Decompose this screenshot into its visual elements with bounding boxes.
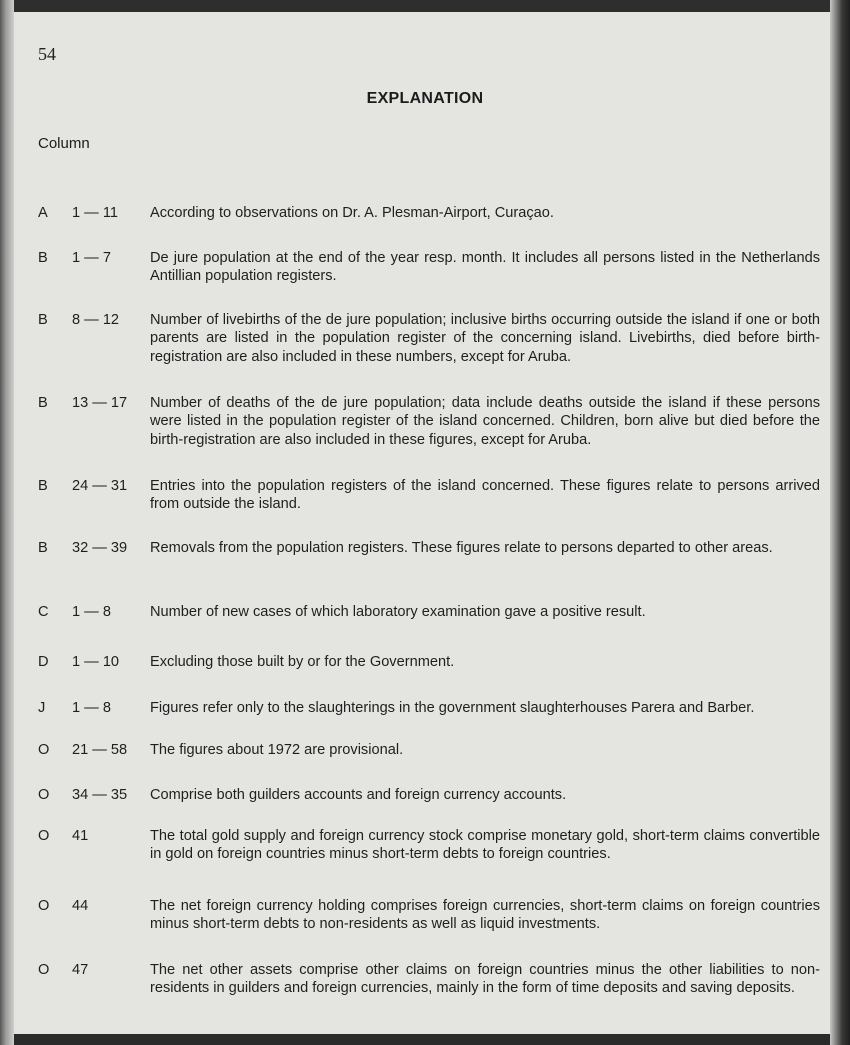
column-range: 41: [72, 828, 89, 844]
table-letter: D: [38, 654, 49, 670]
explanation-text: Number of livebirths of the de jure population; inclusive births occurring outside the island if one or both parents are listed in the population register of the concerning island. Livebirths, died before birth-registration are also included in these numbers, except for Aruba.: [150, 312, 820, 365]
explanation-entry: [38, 827, 820, 864]
explanation-entry: [38, 539, 820, 557]
explanation-entry: [38, 741, 820, 759]
explanation-text: The figures about 1972 are provisional.: [150, 742, 404, 758]
column-range: 1 — 7: [72, 250, 111, 266]
column-range: 8 — 12: [72, 312, 120, 328]
explanation-entry: [38, 311, 820, 366]
column-range: 44: [72, 898, 89, 914]
column-range: 24 — 31: [72, 478, 128, 494]
column-range: 1 — 8: [72, 700, 111, 716]
column-range: 47: [72, 962, 89, 978]
table-letter: B: [38, 540, 48, 556]
explanation-text: According to observations on Dr. A. Plesman-Airport, Curaçao.: [150, 205, 554, 221]
column-range: 13 — 17: [72, 395, 128, 411]
explanation-entry: [38, 897, 820, 934]
explanation-entry: [38, 394, 820, 449]
document-page: [8, 12, 830, 1034]
table-letter: B: [38, 312, 48, 328]
explanation-entry: [38, 786, 820, 804]
table-letter: A: [38, 205, 48, 221]
explanation-text: Excluding those built by or for the Government.: [150, 654, 455, 670]
explanation-text: Comprise both guilders accounts and foreign currency accounts.: [150, 787, 567, 803]
explanation-text: The net other assets comprise other claims on foreign countries minus the other liabilities to non-residents in guilders and foreign currencies, mainly in the form of time deposits and saving deposits.: [150, 962, 820, 997]
table-letter: C: [38, 604, 49, 620]
explanation-entry: [38, 477, 820, 514]
explanation-entry: [38, 603, 820, 621]
table-letter: B: [38, 250, 48, 266]
page-number: 54: [38, 44, 56, 64]
column-heading: Column: [38, 135, 90, 152]
scan-right-edge: [830, 0, 850, 1045]
explanation-entry: [38, 653, 820, 671]
explanation-entry: [38, 961, 820, 998]
explanation-entry: [38, 204, 820, 222]
explanation-entry: [38, 249, 820, 286]
table-letter: B: [38, 395, 48, 411]
page-title: EXPLANATION: [366, 90, 484, 107]
table-letter: O: [38, 898, 50, 914]
explanation-text: Figures refer only to the slaughterings in the government slaughterhouses Parera and Barber.: [150, 700, 755, 716]
column-range: 21 — 58: [72, 742, 128, 758]
explanation-text: De jure population at the end of the year resp. month. It includes all persons listed in the Netherlands Antillian population registers.: [150, 250, 820, 285]
explanation-text: Number of deaths of the de jure population; data include deaths outside the island if these persons were listed in the population register of the island concerned. Children, born alive but died before the birth-registration are also included in these figures, except for Aruba.: [150, 395, 820, 448]
table-letter: O: [38, 828, 50, 844]
explanation-entry: [38, 699, 820, 717]
column-range: 1 — 11: [72, 205, 118, 221]
column-range: 34 — 35: [72, 787, 128, 803]
table-letter: O: [38, 962, 50, 978]
table-letter: J: [38, 700, 46, 716]
explanation-text: Entries into the population registers of the island concerned. These figures relate to persons arrived from outside the island.: [150, 478, 820, 513]
explanation-text: Number of new cases of which laboratory examination gave a positive result.: [150, 604, 646, 620]
explanation-text: The net foreign currency holding comprises foreign currencies, short-term claims on foreign countries minus short-term debts to non-residents as well as liquid investments.: [150, 898, 820, 933]
table-letter: O: [38, 742, 50, 758]
table-letter: O: [38, 787, 50, 803]
explanation-text: Removals from the population registers. These figures relate to persons departed to other areas.: [150, 540, 773, 556]
column-range: 1 — 10: [72, 654, 120, 670]
table-letter: B: [38, 478, 48, 494]
book-spine-edge: [0, 0, 14, 1045]
column-range: 1 — 8: [72, 604, 111, 620]
explanation-text: The total gold supply and foreign currency stock comprise monetary gold, short-term claims convertible in gold on foreign countries minus short-term debts to foreign countries.: [150, 828, 820, 863]
column-range: 32 — 39: [72, 540, 128, 556]
